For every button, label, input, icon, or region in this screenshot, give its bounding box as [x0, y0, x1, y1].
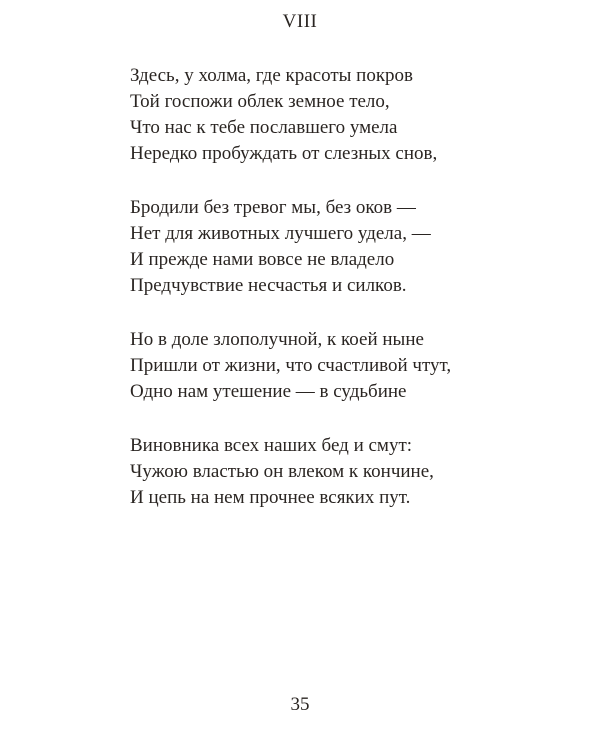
- poem-line: Нередко пробуждать от слезных снов,: [130, 143, 438, 164]
- poem-line: Чужою властью он влеком к кончине,: [130, 461, 434, 482]
- poem-line: Но в доле злополучной, к коей ныне: [130, 329, 424, 350]
- poem-line: Одно нам утешение — в судьбине: [130, 381, 407, 402]
- stanza-4: [130, 433, 570, 511]
- poem-line: Здесь, у холма, где красоты покров: [130, 65, 414, 86]
- poem-line: Что нас к тебе пославшего умела: [130, 117, 398, 138]
- poem-line: И цепь на нем прочнее всяких пут.: [130, 487, 411, 508]
- poem-line: Предчувствие несчастья и силков.: [130, 275, 407, 296]
- poem-line: И прежде нами вовсе не владело: [130, 249, 395, 270]
- poem-line: Виновника всех наших бед и смут:: [130, 435, 413, 456]
- poem-line: Нет для животных лучшего удела, —: [130, 223, 431, 244]
- poem-line: Той госпожи облек земное тело,: [130, 91, 390, 112]
- poem-line: Бродили без тревог мы, без оков —: [130, 197, 416, 218]
- poem-number-heading: VIII: [282, 11, 318, 32]
- page-number: 35: [290, 694, 310, 715]
- stanza-3: [130, 327, 570, 405]
- poem-line: Пришли от жизни, что счастливой чтут,: [130, 355, 452, 376]
- stanza-1: [130, 63, 570, 167]
- poem-body: [130, 63, 570, 539]
- stanza-2: [130, 195, 570, 299]
